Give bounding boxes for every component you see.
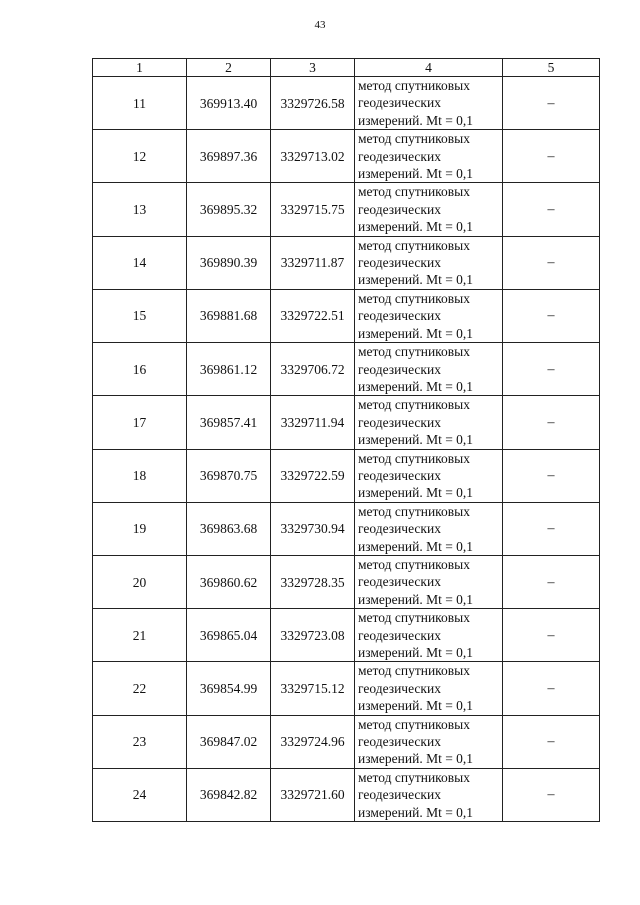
header-col-4: 4 — [355, 59, 503, 77]
table-row — [93, 130, 600, 183]
table-row — [93, 715, 600, 768]
x-coordinate-cell: 369857.41 — [187, 396, 271, 449]
method-text-line: геодезических — [358, 521, 441, 537]
note-cell: – — [503, 396, 600, 449]
y-coordinate-cell: 3329721.60 — [271, 768, 355, 821]
method-text-line: метод спутниковых — [358, 290, 470, 306]
header-col-3: 3 — [271, 59, 355, 77]
table-row — [93, 289, 600, 342]
method-text-line: геодезических — [358, 787, 441, 803]
method-cell — [355, 768, 503, 821]
method-text-line: измерений. Mt = 0,1 — [358, 378, 474, 394]
table-row — [93, 236, 600, 289]
table-row — [93, 77, 600, 130]
method-text-line: метод спутниковых — [358, 716, 470, 732]
method-cell — [355, 555, 503, 608]
x-coordinate-cell: 369865.04 — [187, 609, 271, 662]
method-cell — [355, 396, 503, 449]
method-text-line: геодезических — [358, 680, 441, 696]
y-coordinate-cell: 3329723.08 — [271, 609, 355, 662]
point-number-cell: 20 — [93, 555, 187, 608]
method-text-line: измерений. Mt = 0,1 — [358, 325, 474, 341]
method-text-line: измерений. Mt = 0,1 — [358, 804, 474, 820]
method-text-line: измерений. Mt = 0,1 — [358, 751, 474, 767]
y-coordinate-cell: 3329722.51 — [271, 289, 355, 342]
method-text-line: геодезических — [358, 255, 441, 271]
method-text-line: метод спутниковых — [358, 556, 470, 572]
y-coordinate-cell: 3329726.58 — [271, 77, 355, 130]
note-cell: – — [503, 502, 600, 555]
table-row — [93, 609, 600, 662]
x-coordinate-cell: 369861.12 — [187, 343, 271, 396]
x-coordinate-cell: 369854.99 — [187, 662, 271, 715]
point-number-cell: 23 — [93, 715, 187, 768]
y-coordinate-cell: 3329730.94 — [271, 502, 355, 555]
y-coordinate-cell: 3329713.02 — [271, 130, 355, 183]
method-cell — [355, 236, 503, 289]
y-coordinate-cell: 3329711.87 — [271, 236, 355, 289]
header-col-5: 5 — [503, 59, 600, 77]
table-row — [93, 183, 600, 236]
y-coordinate-cell: 3329711.94 — [271, 396, 355, 449]
method-text-line: измерений. Mt = 0,1 — [358, 112, 474, 128]
note-cell: – — [503, 768, 600, 821]
method-text-line: измерений. Mt = 0,1 — [358, 485, 474, 501]
method-text-line: метод спутниковых — [358, 131, 470, 147]
note-cell: – — [503, 449, 600, 502]
method-text-line: геодезических — [358, 308, 441, 324]
method-text-line: геодезических — [358, 574, 441, 590]
method-cell — [355, 449, 503, 502]
method-cell — [355, 183, 503, 236]
note-cell: – — [503, 289, 600, 342]
x-coordinate-cell: 369842.82 — [187, 768, 271, 821]
point-number-cell: 21 — [93, 609, 187, 662]
header-col-2: 2 — [187, 59, 271, 77]
table-row — [93, 343, 600, 396]
method-text-line: геодезических — [358, 467, 441, 483]
point-number-cell: 13 — [93, 183, 187, 236]
method-cell — [355, 343, 503, 396]
x-coordinate-cell: 369895.32 — [187, 183, 271, 236]
y-coordinate-cell: 3329715.75 — [271, 183, 355, 236]
note-cell: – — [503, 183, 600, 236]
table-row — [93, 662, 600, 715]
method-cell — [355, 609, 503, 662]
method-cell — [355, 502, 503, 555]
table-row — [93, 449, 600, 502]
note-cell: – — [503, 343, 600, 396]
method-text-line: геодезических — [358, 361, 441, 377]
x-coordinate-cell: 369881.68 — [187, 289, 271, 342]
table-row — [93, 502, 600, 555]
method-text-line: геодезических — [358, 414, 441, 430]
method-cell — [355, 77, 503, 130]
table-header-row — [93, 59, 600, 77]
note-cell: – — [503, 715, 600, 768]
method-text-line: метод спутниковых — [358, 344, 470, 360]
method-cell — [355, 289, 503, 342]
x-coordinate-cell: 369860.62 — [187, 555, 271, 608]
x-coordinate-cell: 369913.40 — [187, 77, 271, 130]
method-text-line: метод спутниковых — [358, 78, 470, 93]
note-cell: – — [503, 236, 600, 289]
point-number-cell: 24 — [93, 768, 187, 821]
method-text-line: геодезических — [358, 95, 441, 111]
method-text-line: метод спутниковых — [358, 769, 470, 785]
x-coordinate-cell: 369890.39 — [187, 236, 271, 289]
method-text-line: геодезических — [358, 734, 441, 750]
table-row — [93, 396, 600, 449]
method-text-line: метод спутниковых — [358, 610, 470, 626]
method-text-line: метод спутниковых — [358, 663, 470, 679]
method-text-line: геодезических — [358, 627, 441, 643]
header-col-1: 1 — [93, 59, 187, 77]
point-number-cell: 18 — [93, 449, 187, 502]
point-number-cell: 12 — [93, 130, 187, 183]
point-number-cell: 22 — [93, 662, 187, 715]
page-number: 43 — [314, 19, 326, 31]
method-cell — [355, 662, 503, 715]
table-row — [93, 768, 600, 821]
method-text-line: измерений. Mt = 0,1 — [358, 272, 474, 288]
point-number-cell: 14 — [93, 236, 187, 289]
note-cell: – — [503, 662, 600, 715]
method-text-line: метод спутниковых — [358, 237, 470, 253]
point-number-cell: 11 — [93, 77, 187, 130]
x-coordinate-cell: 369870.75 — [187, 449, 271, 502]
method-text-line: измерений. Mt = 0,1 — [358, 432, 474, 448]
point-number-cell: 17 — [93, 396, 187, 449]
method-text-line: измерений. Mt = 0,1 — [358, 698, 474, 714]
point-number-cell: 19 — [93, 502, 187, 555]
y-coordinate-cell: 3329715.12 — [271, 662, 355, 715]
note-cell: – — [503, 609, 600, 662]
y-coordinate-cell: 3329728.35 — [271, 555, 355, 608]
note-cell: – — [503, 130, 600, 183]
method-text-line: измерений. Mt = 0,1 — [358, 166, 474, 182]
method-text-line: метод спутниковых — [358, 450, 470, 466]
method-text-line: метод спутниковых — [358, 184, 470, 200]
point-number-cell: 16 — [93, 343, 187, 396]
coordinates-table — [92, 58, 600, 822]
table-body — [93, 77, 600, 822]
note-cell: – — [503, 555, 600, 608]
x-coordinate-cell: 369897.36 — [187, 130, 271, 183]
y-coordinate-cell: 3329706.72 — [271, 343, 355, 396]
x-coordinate-cell: 369863.68 — [187, 502, 271, 555]
note-cell: – — [503, 77, 600, 130]
method-text-line: геодезических — [358, 201, 441, 217]
method-cell — [355, 130, 503, 183]
method-text-line: измерений. Mt = 0,1 — [358, 538, 474, 554]
method-text-line: геодезических — [358, 148, 441, 164]
x-coordinate-cell: 369847.02 — [187, 715, 271, 768]
point-number-cell: 15 — [93, 289, 187, 342]
method-text-line: измерений. Mt = 0,1 — [358, 591, 474, 607]
method-text-line: метод спутниковых — [358, 397, 470, 413]
method-text-line: измерений. Mt = 0,1 — [358, 219, 474, 235]
method-cell — [355, 715, 503, 768]
method-text-line: метод спутниковых — [358, 503, 470, 519]
method-text-line: измерений. Mt = 0,1 — [358, 645, 474, 660]
y-coordinate-cell: 3329724.96 — [271, 715, 355, 768]
table-row — [93, 555, 600, 608]
y-coordinate-cell: 3329722.59 — [271, 449, 355, 502]
